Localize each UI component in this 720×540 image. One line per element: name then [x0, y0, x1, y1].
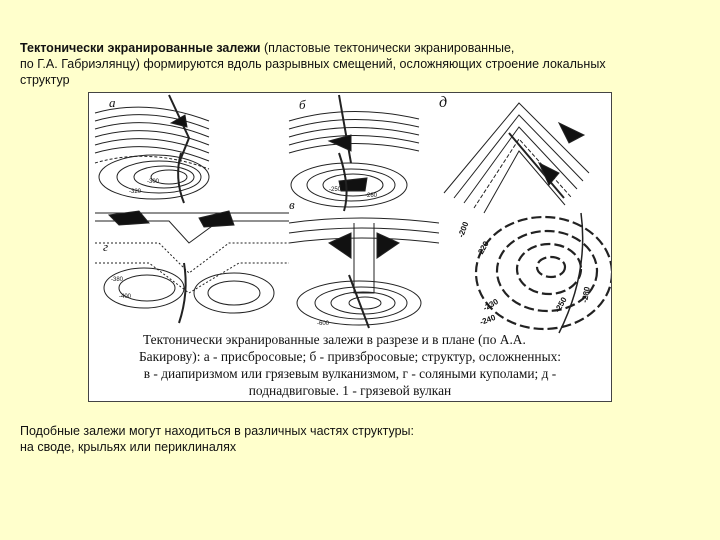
panel-d-plan: [476, 213, 611, 333]
figure-tectonic-traps: [88, 92, 612, 402]
label-b: б: [299, 97, 306, 112]
panel-b-section: [289, 95, 419, 163]
caption-line-1: Тектонически экранированные залежи в разрезе и в плане (по А.А.: [143, 332, 526, 347]
label-a: а: [109, 95, 116, 110]
contour-label: -240: [478, 312, 497, 327]
caption-line-3: в - диапиризмом или грязевым вулканизмом, г - соляными куполами; д -: [143, 366, 557, 381]
contour-label: -260: [365, 193, 378, 199]
contour-label: -400: [119, 294, 132, 300]
label-v: в: [289, 197, 295, 212]
panel-a-plan: [99, 153, 209, 203]
panel-g-section: [289, 218, 439, 293]
contour-label: -320: [129, 189, 142, 195]
contour-label: -250: [329, 187, 342, 193]
intro-text-1: (пластовые тектонически экранированные,: [260, 41, 515, 55]
contour-label: -300: [147, 179, 160, 185]
label-g: г: [103, 239, 109, 254]
panel-g-plan: [297, 275, 421, 328]
caption-line-4: поднадвиговые. 1 - грязевой вулкан: [248, 383, 452, 398]
intro-bold-term: Тектонически экранированные залежи: [20, 41, 261, 55]
contour-label: -250: [552, 295, 569, 314]
footer-text-1: Подобные залежи могут находиться в различных частях структуры:: [20, 424, 415, 438]
contour-label: -220: [474, 239, 491, 258]
label-d: д: [439, 94, 448, 111]
contour-label: -280: [580, 286, 592, 304]
panel-b-plan: [291, 153, 407, 211]
intro-text-3: структур: [20, 73, 70, 87]
caption-line-2: Бакирову): а - присбросовые; б - привзбросовые; структур, осложненных:: [138, 349, 562, 364]
contour-label: -200: [456, 220, 471, 239]
contour-label: -230: [481, 296, 500, 313]
intro-text-2: по Г.А. Габриэлянцу) формируются вдоль разрывных смещений, осложняющих строение локальных: [20, 57, 606, 71]
contour-label: -600: [317, 321, 330, 327]
contour-label: -380: [111, 277, 124, 283]
figure-caption: [103, 331, 597, 399]
footer-paragraph: [20, 423, 700, 455]
footer-text-2: на своде, крыльях или периклиналях: [20, 440, 237, 454]
panel-d-section: [444, 103, 589, 213]
intro-paragraph: [20, 40, 700, 88]
